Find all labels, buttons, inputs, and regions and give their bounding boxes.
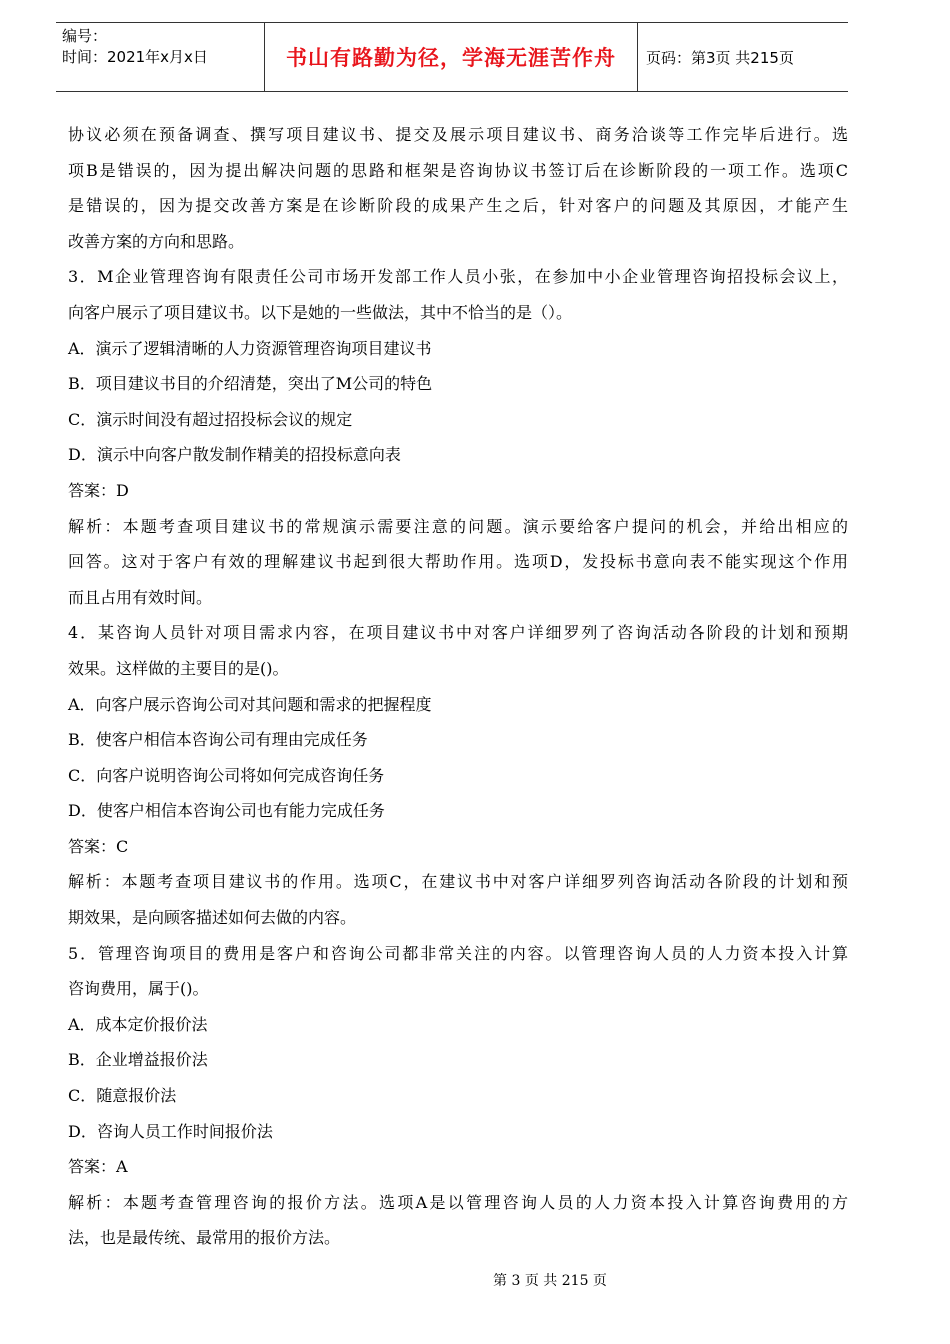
question-5-analysis-cont: 法，也是最传统、最常用的报价方法。 — [68, 1228, 341, 1248]
page-header — [56, 22, 848, 92]
question-3-stem-cont: 向客户展示了项目建议书。以下是她的一些做法，其中不恰当的是（）。 — [68, 302, 573, 322]
question-5-analysis: 解析：本题考查管理咨询的报价方法。选项A是以管理咨询人员的人力资本投入计算咨询费用的方 — [68, 1192, 848, 1212]
header-motto: 书山有路勤为径，学海无涯苦作舟 — [264, 23, 638, 91]
question-5-option-b: B．企业增益报价法 — [68, 1050, 208, 1070]
text-line: 是错误的，因为提交改善方案是在诊断阶段的成果产生之后，针对客户的问题及其原因，才能产生 — [68, 196, 848, 216]
question-3-analysis-cont: 回答。这对于客户有效的理解建议书起到很大帮助作用。选项D，发投标书意向表不能实现这个作用 — [68, 552, 848, 572]
text-line: 项B是错误的，因为提出解决问题的思路和框架是咨询协议书签订后在诊断阶段的一项工作。选项C — [68, 160, 848, 180]
document-body — [68, 117, 848, 1256]
question-3-option-b: B．项目建议书目的介绍清楚，突出了M公司的特色 — [68, 374, 433, 394]
question-4-analysis-cont: 期效果，是向顾客描述如何去做的内容。 — [68, 908, 357, 928]
question-3-option-a: A．演示了逻辑清晰的人力资源管理咨询项目建议书 — [68, 338, 432, 358]
question-4-stem-cont: 效果。这样做的主要目的是()。 — [68, 658, 289, 678]
question-4-option-a: A．向客户展示咨询公司对其问题和需求的把握程度 — [68, 694, 432, 714]
text-line: 协议必须在预备调查、撰写项目建议书、提交及展示项目建议书、商务洽谈等工作完毕后进行。选 — [68, 125, 848, 144]
question-3-analysis-cont: 而且占用有效时间。 — [68, 587, 213, 607]
question-4-answer: 答案：C — [68, 836, 129, 856]
question-3-option-d: D．演示中向客户散发制作精美的招投标意向表 — [68, 445, 401, 465]
header-meta — [56, 23, 264, 91]
question-5-option-c: C．随意报价法 — [68, 1086, 177, 1106]
question-5-answer: 答案：A — [68, 1157, 128, 1177]
document-number-label: 编号： — [62, 27, 108, 45]
document-time: 时间：2021年x月x日 — [62, 48, 208, 66]
question-5-option-d: D．咨询人员工作时间报价法 — [68, 1121, 273, 1141]
text-line: 改善方案的方向和思路。 — [68, 231, 245, 251]
question-4-option-c: C．向客户说明咨询公司将如何完成咨询任务 — [68, 765, 385, 785]
question-3-answer: 答案：D — [68, 480, 129, 500]
question-3-option-c: C．演示时间没有超过招投标会议的规定 — [68, 409, 353, 429]
question-5-stem: 5．管理咨询项目的费用是客户和咨询公司都非常关注的内容。以管理咨询人员的人力资本投入计算 — [68, 943, 848, 963]
question-4-analysis: 解析：本题考查项目建议书的作用。选项C，在建议书中对客户详细罗列咨询活动各阶段的计划和预 — [68, 872, 848, 892]
question-4-option-d: D．使客户相信本咨询公司也有能力完成任务 — [68, 801, 385, 821]
question-5-option-a: A．成本定价报价法 — [68, 1014, 208, 1034]
question-3-stem: 3．M企业管理咨询有限责任公司市场开发部工作人员小张，在参加中小企业管理咨询招投标会议上， — [68, 267, 848, 287]
question-5-stem-cont: 咨询费用，属于()。 — [68, 979, 209, 999]
question-3-analysis: 解析：本题考查项目建议书的常规演示需要注意的问题。演示要给客户提问的机会，并给出相应的 — [68, 516, 848, 536]
header-page-info: 页码：第3页 共215页 — [646, 48, 794, 67]
question-4-stem: 4．某咨询人员针对项目需求内容，在项目建议书中对客户详细罗列了咨询活动各阶段的计划和预期 — [68, 623, 848, 643]
page-footer: 第 3 页 共 215 页 — [493, 1273, 607, 1289]
question-4-option-b: B．使客户相信本咨询公司有理由完成任务 — [68, 730, 368, 750]
